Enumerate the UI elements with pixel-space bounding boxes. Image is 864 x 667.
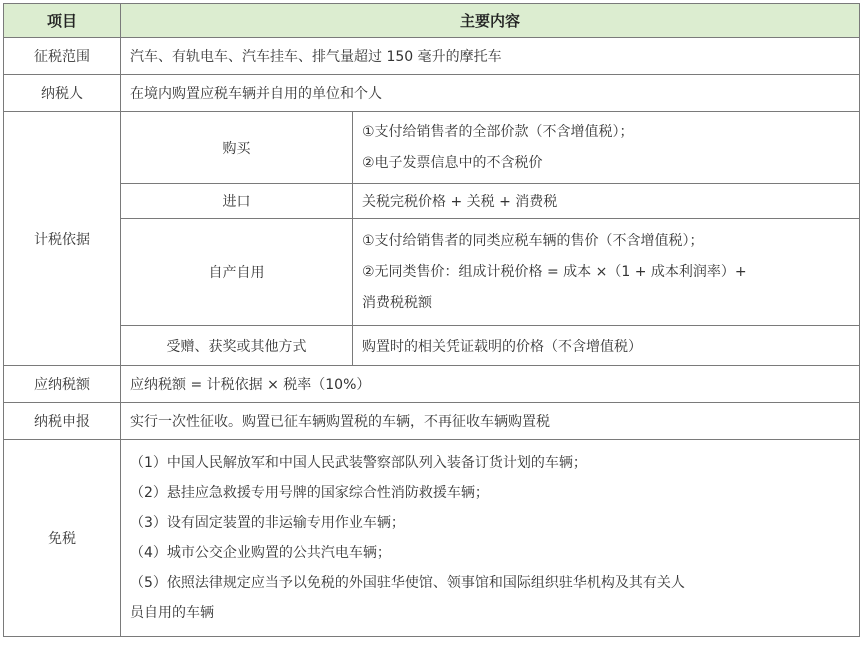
header-item: 项目 — [4, 4, 121, 38]
row-label: 征税范围 — [4, 38, 121, 75]
row-basis-selfproduced — [4, 219, 860, 326]
exemption-list — [121, 440, 860, 637]
row-label: 免税 — [4, 440, 121, 637]
vehicle-purchase-tax-table — [3, 3, 860, 637]
row-label: 纳税人 — [4, 75, 121, 112]
basis-type: 自产自用 — [121, 219, 353, 326]
basis-detail: 关税完税价格 + 关税 + 消费税 — [353, 184, 860, 219]
basis-line: 消费税税额 — [362, 294, 432, 311]
basis-detail: 购置时的相关凭证载明的价格（不含增值税） — [353, 326, 860, 366]
header-content: 主要内容 — [121, 4, 860, 38]
row-basis-gift — [4, 326, 860, 366]
row-label: 计税依据 — [4, 112, 121, 366]
basis-line: ①支付给销售者的同类应税车辆的售价（不含增值税）； — [362, 232, 704, 249]
exemption-item: （2）悬挂应急救援专用号牌的国家综合性消防救援车辆； — [130, 485, 489, 501]
row-label: 纳税申报 — [4, 403, 121, 440]
row-scope — [4, 38, 860, 75]
basis-line: ①支付给销售者的全部价款（不含增值税）； — [362, 123, 634, 140]
row-label: 应纳税额 — [4, 366, 121, 403]
tax-table-container — [3, 3, 859, 637]
basis-type: 购买 — [121, 112, 353, 184]
row-basis-import — [4, 184, 860, 219]
exemption-item: （3）设有固定装置的非运输专用作业车辆； — [130, 515, 405, 531]
row-content: 应纳税额 = 计税依据 × 税率（10%） — [121, 366, 860, 403]
row-content: 实行一次性征收。购置已征车辆购置税的车辆，不再征收车辆购置税 — [121, 403, 860, 440]
exemption-item: （4）城市公交企业购置的公共汽电车辆； — [130, 545, 391, 561]
basis-detail — [353, 219, 860, 326]
row-taxpayer — [4, 75, 860, 112]
row-content: 在境内购置应税车辆并自用的单位和个人 — [121, 75, 860, 112]
basis-type: 受赠、获奖或其他方式 — [121, 326, 353, 366]
row-declaration — [4, 403, 860, 440]
basis-detail — [353, 112, 860, 184]
basis-line: ②无同类售价：组成计税价格 = 成本 ×（1 + 成本利润率）+ — [362, 263, 747, 280]
basis-type: 进口 — [121, 184, 353, 219]
header-row — [4, 4, 860, 38]
basis-line: ②电子发票信息中的不含税价 — [362, 154, 543, 171]
exemption-item: （5）依照法律规定应当予以免税的外国驻华使馆、领事馆和国际组织驻华机构及其有关人 — [130, 575, 685, 591]
row-exemption — [4, 440, 860, 637]
row-tax-amount — [4, 366, 860, 403]
exemption-item: （1）中国人民解放军和中国人民武装警察部队列入装备订货计划的车辆； — [130, 455, 587, 471]
row-content: 汽车、有轨电车、汽车挂车、排气量超过 150 毫升的摩托车 — [121, 38, 860, 75]
exemption-item: 员自用的车辆 — [130, 605, 214, 621]
row-basis-purchase — [4, 112, 860, 184]
